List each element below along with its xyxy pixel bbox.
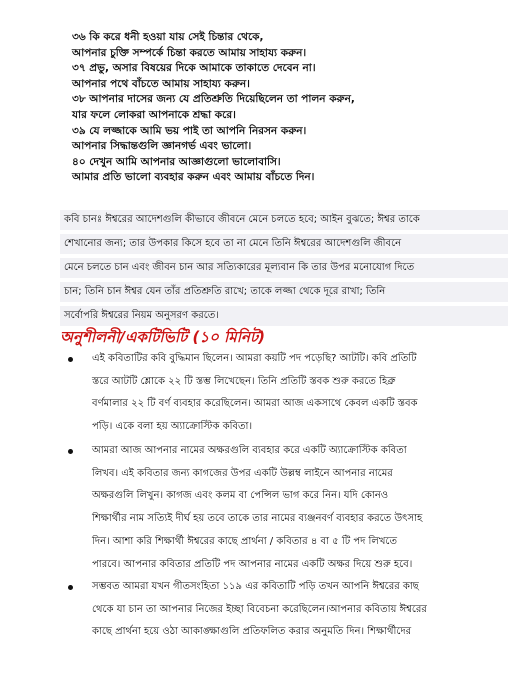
list-item-line: লিখব। এই কবিতার জন্য কাগজের উপর একটি উল্লম্ব লাইনে আপনার নামের [92, 467, 393, 479]
list-item [72, 348, 418, 439]
paragraph-line: শেখানোর জন্য; তার উপকার কিসে হবে তা না মেনে তিনি ঈশ্বরের আদেশগুলি জীবনে [64, 238, 402, 249]
list-item-line: শিক্ষার্থীর নাম সত্যিই দীর্ঘ হয় তবে তাকে তার নামের ব্যঞ্জনবর্ণ ব্যবহার করতে উৎসাহ [92, 513, 423, 525]
list-item-line: আমরা আজ আপনার নামের অক্ষরগুলি ব্যবহার করে একটি অ্যাক্রোস্টিক কবিতা [92, 445, 407, 456]
verse-line: আপনার চুক্তি সম্পর্কে চিন্তা করতে আমায় সাহায্য করুন। [72, 46, 307, 59]
verse-line: ৩৯ যে লজ্জাকে আমি ভয় পাই তা আপনি নিরসন করুন। [72, 124, 307, 137]
bullet-icon [68, 585, 73, 590]
verse-line: আমার প্রতি ভালো ব্যবহার করুন এবং আমায় বাঁচতে দিন। [72, 171, 315, 184]
paragraph-line: চান; তিনি চান ঈশ্বর যেন তাঁর প্রতিশ্রুতি রাখে; তাকে লজ্জা থেকে দূরে রাখা; তিনি [64, 286, 386, 297]
list-item-line: বর্ণমালার ২২ টি বর্ণ ব্যবহার করেছিলেন। আমরা আজ একসাথে কেবল একটি স্তবক [92, 398, 418, 410]
list-item-line: স্তরে আটটি শ্লোকে ২২ টি স্তম্ভ লিখেছেন। তিনি প্রতিটি স্তবক শুরু করতে হিব্রু [92, 375, 396, 387]
verse-line: আপনার সিদ্ধান্তগুলি জ্ঞানগর্ভ এবং ভালো। [72, 140, 252, 153]
list-item-line: এই কবিতাটির কবি বুদ্ধিমান ছিলেন। আমরা কয়টি পদ পড়েছি? আটটি। কবি প্রতিটি [92, 353, 417, 364]
list-item-line: পারবে। আপনার কবিতার প্রতিটি পদ আপনার নামের একটি অক্ষর দিয়ে শুরু হবে। [92, 558, 413, 570]
paragraph-line: কবি চানঃ ঈশ্বরের আদেশগুলি কীভাবে জীবনে মেনে চলতে হবে; আইন বুঝতে; ঈশ্বর তাকে [64, 214, 420, 225]
verse-line: ৪০ দেখুন আমি আপনার আজ্ঞাগুলো ভালোবাসি। [72, 155, 281, 168]
list-item [72, 440, 422, 576]
list-item [72, 576, 427, 644]
list-item-line: পড়ি। একে বলা হয় অ্যাক্রোস্টিক কবিতা। [92, 421, 253, 433]
paragraph-line: মেনে চলতে চান এবং জীবন চান আর সত্যিকারের মূল্যবান কি তার উপর মনোযোগ দিতে [64, 262, 415, 273]
list-item-line: দিন। আশা করি শিক্ষার্থী ঈশ্বরের কাছে প্রার্থনা / কবিতার ৪ বা ৫ টি পদ লিখতে [92, 535, 397, 547]
list-item-line: অক্ষরগুলি লিখুন। কাগজ এবং কলম বা পেন্সিল ভাগ করে নিন। যদি কোনও [92, 490, 389, 502]
list-item-line: কাছে প্রার্থনা হয়ে ওঠা আকাঙ্ক্ষাগুলি প্রতিফলিত করার অনুমতি দিন। শিক্ষার্থীদের [92, 626, 412, 638]
verse-line: ৩৮ আপনার দাসের জন্য যে প্রতিশ্রুতি দিয়েছিলেন তা পালন করুন, [72, 93, 355, 106]
bullet-icon [68, 449, 73, 454]
verse-line: আপনার পথে বাঁচতে আমায় সাহায্য করুন। [72, 77, 250, 90]
summary-paragraph [64, 208, 504, 328]
verse-line: ৩৬ কি করে ধনী হওয়া যায় সেই চিন্তার থেকে, [72, 31, 264, 43]
list-item-line: সম্ভবত আমরা যখন গীতসংহিতা ১১৯ এর কবিতাটি পড়ি তখন আপনি ঈশ্বরের কাছ [92, 581, 419, 592]
list-item-line: থেকে যা চান তা আপনার নিজের ইচ্ছা বিবেচনা করেছিলেন।আপনার কবিতায় ঈশ্বরের [92, 603, 427, 615]
verse-line: ৩৭ প্রভু, অসার বিষয়ের দিকে আমাকে তাকাতে দেবেন না। [72, 62, 316, 75]
section-heading: অনুশীলনী/একটিভিটি (১০ মিনিট) [60, 328, 265, 346]
verse-line: যার ফলে লোকরা আপনাকে শ্রদ্ধা করে। [72, 108, 236, 121]
bullet-icon [68, 357, 73, 362]
psalm-verses [72, 30, 502, 186]
paragraph-line: সর্বোপরি ঈশ্বরের নিয়ম অনুসরণ করতে। [64, 310, 219, 321]
